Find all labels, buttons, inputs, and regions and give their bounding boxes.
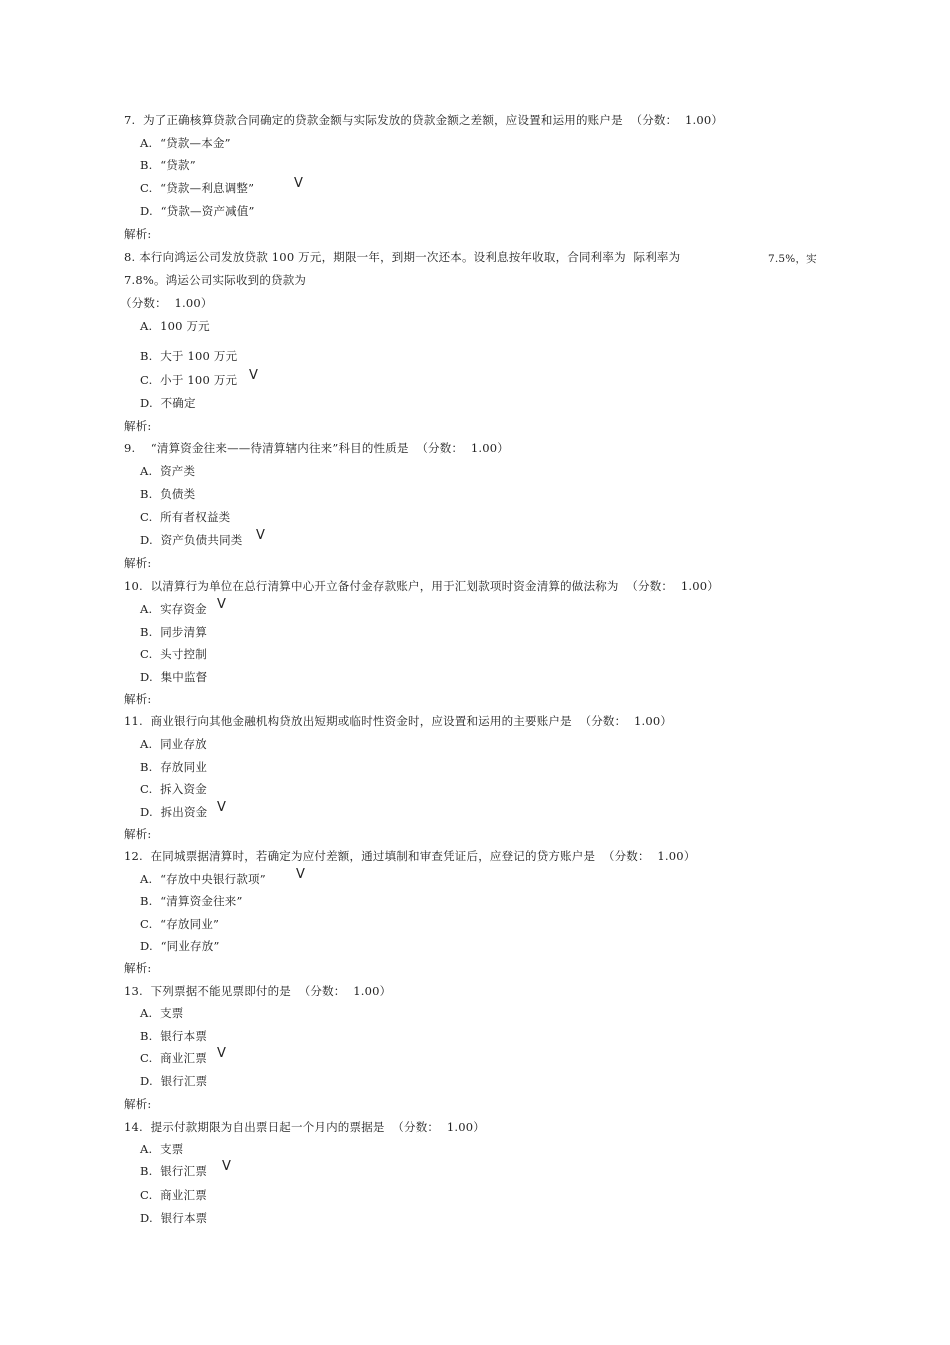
question-9-option-d: D. 资产负债共同类 (140, 533, 243, 547)
question-12-prompt: 12. 在同城票据清算时，若确定为应付差额，通过填制和审查凭证后，应登记的贷方账户是 （分数： 1.00） (124, 849, 696, 863)
question-9-option-a: A. 资产类 (140, 464, 196, 478)
question-13-prompt: 13. 下列票据不能见票即付的是 （分数： 1.00） (124, 984, 392, 998)
question-9-answer-mark: V (256, 528, 265, 543)
question-10-option-a: A. 实存资金 (140, 602, 207, 616)
question-7-option-d: D. “贷款—资产减值” (140, 204, 255, 218)
question-13-option-a: A. 支票 (140, 1006, 184, 1020)
question-7-option-a: A. “贷款—本金” (140, 136, 231, 150)
question-11-option-a: A. 同业存放 (140, 737, 207, 751)
question-10-option-d: D. 集中监督 (140, 670, 208, 684)
question-7-prompt: 7. 为了正确核算贷款合同确定的贷款金额与实际发放的贷款金额之差额，应设置和运用的账户是 （分数： 1.00） (124, 113, 724, 127)
question-8-option-c: C. 小于 100 万元 (140, 373, 238, 387)
question-14-option-d: D. 银行本票 (140, 1211, 208, 1225)
question-13-analysis: 解析: (124, 1097, 152, 1111)
question-8-analysis: 解析: (124, 419, 152, 433)
question-9-analysis: 解析: (124, 556, 152, 570)
question-10-answer-mark: V (217, 597, 226, 612)
question-12-option-c: C. “存放同业” (140, 917, 220, 931)
question-14-option-c: C. 商业汇票 (140, 1188, 207, 1202)
question-9-option-c: C. 所有者权益类 (140, 510, 231, 524)
question-10-analysis: 解析: (124, 692, 152, 706)
question-14-prompt: 14. 提示付款期限为自出票日起一个月内的票据是 （分数： 1.00） (124, 1120, 485, 1134)
question-14-option-a: A. 支票 (140, 1142, 184, 1156)
question-11-option-c: C. 拆入资金 (140, 782, 207, 796)
question-13-option-b: B. 银行本票 (140, 1029, 208, 1043)
question-14-option-b: B. 银行汇票 (140, 1164, 208, 1178)
question-11-analysis: 解析: (124, 827, 152, 841)
question-13-option-d: D. 银行汇票 (140, 1074, 208, 1088)
question-11-option-b: B. 存放同业 (140, 760, 208, 774)
question-12-analysis: 解析: (124, 961, 152, 975)
question-9-option-b: B. 负债类 (140, 487, 196, 501)
question-12-option-d: D. “同业存放” (140, 939, 220, 953)
question-7-option-b: B. “贷款” (140, 158, 196, 172)
question-13-answer-mark: V (217, 1046, 226, 1061)
question-9-prompt: 9. “清算资金往来——待清算辖内往来”科目的性质是 （分数： 1.00） (124, 441, 509, 455)
question-7-option-c: C. “贷款—利息调整” (140, 181, 255, 195)
question-11-answer-mark: V (217, 800, 226, 815)
question-7-answer-mark: V (294, 176, 303, 191)
question-12-option-b: B. “清算资金往来” (140, 894, 243, 908)
question-8-option-b: B. 大于 100 万元 (140, 349, 238, 363)
question-8-score: （分数： 1.00） (120, 296, 213, 310)
question-12-option-a: A. “存放中央银行款项” (140, 872, 266, 886)
question-8-prompt-rate: 7.5%，实 (768, 253, 817, 265)
question-8-prompt-line1: 8. 本行向鸿运公司发放贷款 100 万元，期限一年，到期一次还本。设利息按年收取，合同利率为 际利率为 (124, 250, 681, 264)
question-8-prompt-line2: 7.8%。鸿运公司实际收到的贷款为 (124, 273, 307, 287)
question-7-analysis: 解析: (124, 227, 152, 241)
question-10-option-b: B. 同步清算 (140, 625, 208, 639)
question-10-prompt: 10. 以清算行为单位在总行清算中心开立备付金存款账户，用于汇划款项时资金清算的做法称为 （分数： 1.00） (124, 579, 719, 593)
question-11-option-d: D. 拆出资金 (140, 805, 208, 819)
question-8-option-d: D. 不确定 (140, 396, 196, 410)
question-13-option-c: C. 商业汇票 (140, 1051, 207, 1065)
question-12-answer-mark: V (296, 867, 305, 882)
question-14-answer-mark: V (222, 1159, 231, 1174)
question-10-option-c: C. 头寸控制 (140, 647, 207, 661)
question-8-answer-mark: V (249, 368, 258, 383)
question-11-prompt: 11. 商业银行向其他金融机构贷放出短期或临时性资金时，应设置和运用的主要账户是 （分数： 1.00） (124, 714, 673, 728)
question-8-option-a: A. 100 万元 (140, 319, 210, 333)
